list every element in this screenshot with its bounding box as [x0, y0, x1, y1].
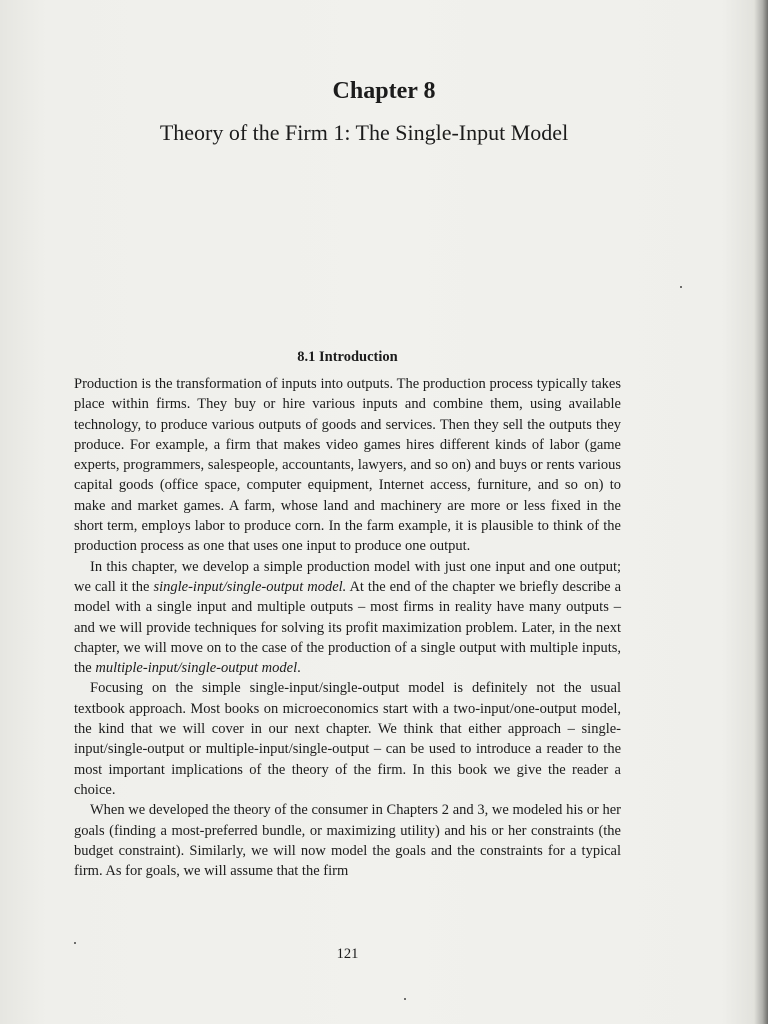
scan-speck	[404, 998, 406, 1000]
chapter-title: Theory of the Firm 1: The Single-Input Model	[159, 120, 569, 145]
scan-speck	[680, 286, 682, 288]
paragraph-1: Production is the transformation of inputs into outputs. The production process typically takes place within firms. They buy or hire various inputs and combine them, using available technology, to produce various outputs of goods and services. Then they sell the outputs they produce. For example, a firm that makes video games hires different kinds of labor (game experts, programmers, salespeople, accountants, lawyers, and so on) and buys or rents various capital goods (office space, computer equipment, Internet access, furniture, and so on) to make and market games. A farm, whose land and machinery are more or less fixed in the short term, employs labor to produce corn. In the farm example, it is plausible to think of the production process as one that uses one input to produce one output.	[74, 376, 621, 555]
paragraph-2-text-c: .	[297, 660, 301, 677]
paragraph-3: Focusing on the simple single-input/single-output model is definitely not the usual textbook approach. Most books on microeconomics start with a two-input/one-output model, the kind that we will cover in our next chapter. We think that either approach – single-input/single-output or multiple-input/single-output – can be used to introduce a reader to the most important implications of the theory of the firm. In this book we give the reader a choice.	[74, 680, 621, 798]
chapter-number: Chapter 8	[332, 78, 436, 104]
paragraph-2-text-b: At the end of the chapter we briefly describe a model with a single input and multiple outputs – most firms in reality have many outputs – and we will provide techniques for solving its profit maximization problem. Later, in the next chapter, we will move on to the case of the production of a single output with multiple inputs, the	[74, 578, 621, 677]
page-edge-shadow	[754, 0, 768, 1024]
body-text	[74, 374, 621, 881]
term-single-input-model: single-input/single-output model.	[153, 578, 347, 595]
scan-speck	[74, 942, 76, 944]
paragraph-4: When we developed the theory of the consumer in Chapters 2 and 3, we modeled his or her goals (finding a most-preferred bundle, or maximizing utility) and his or her constraints (the budget constraint). Similarly, we will now model the goals and the constraints for a typical firm. As for goals, we will assume that the firm	[74, 802, 621, 880]
page-number: 121	[336, 946, 359, 962]
section-heading: 8.1 Introduction	[297, 349, 398, 365]
paragraph-2-text-a: In this chapter, we develop a simple production model with just one input and one output; we call it the	[74, 558, 621, 595]
paragraph-2	[74, 557, 621, 679]
term-multiple-input-model: multiple-input/single-output model	[95, 660, 298, 677]
